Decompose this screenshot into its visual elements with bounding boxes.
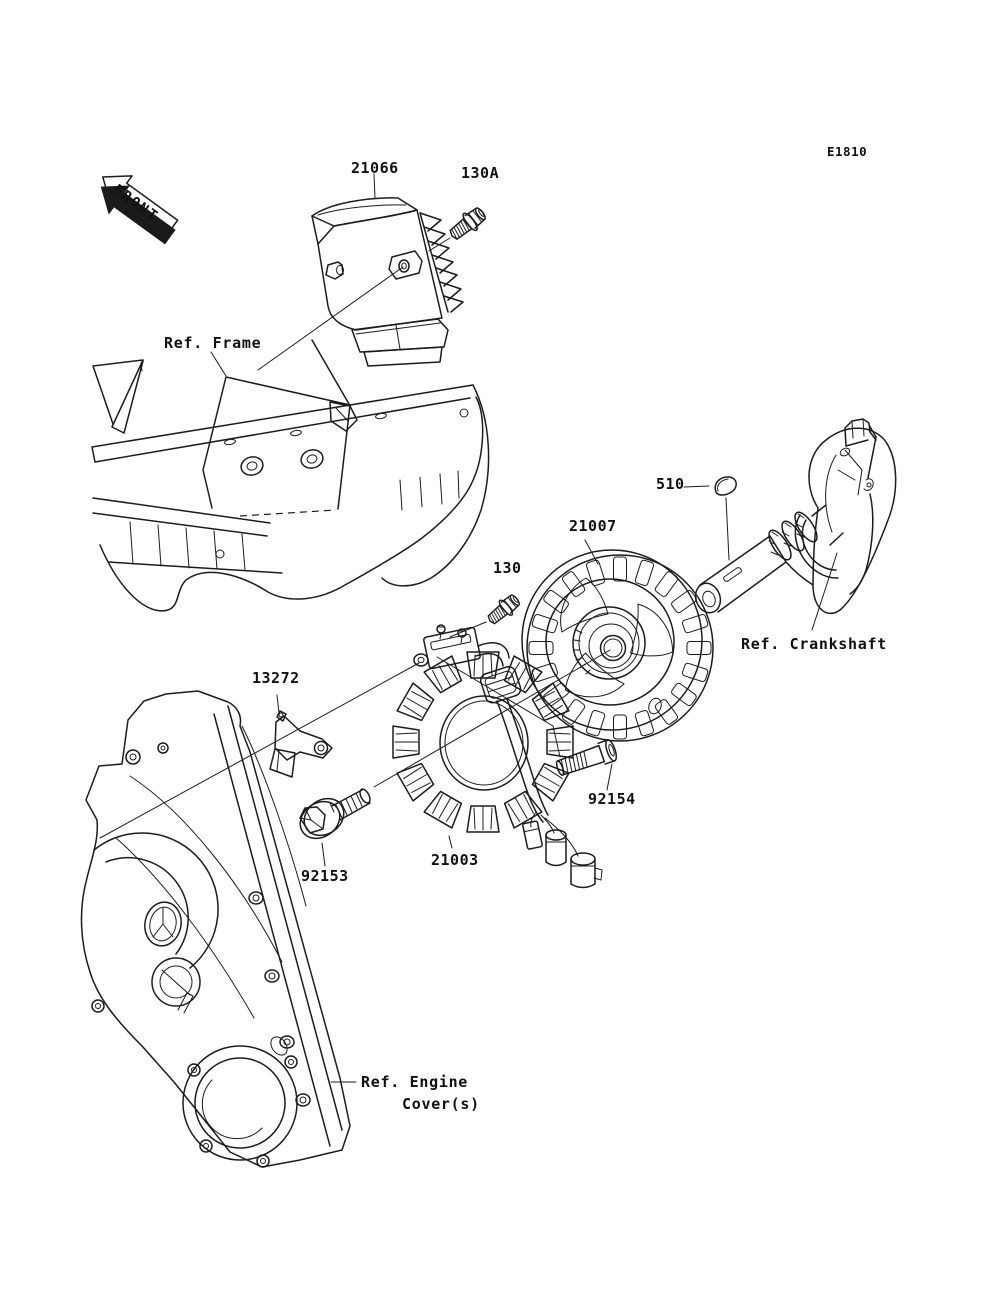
ref-label-engine-cover-line2: Cover(s) [402,1095,480,1113]
diagram-code: E1810 [827,144,868,159]
crankshaft-drawing [692,419,896,616]
bolt-130a-drawing [446,204,490,244]
ref-label-engine-cover-line1: Ref. Engine [361,1073,469,1091]
front-direction-arrow [87,162,186,251]
bracket-13272-drawing [270,711,332,777]
bolt-92154-drawing [554,739,618,779]
engine-cover-drawing [81,691,350,1167]
bolt-130-drawing [484,591,523,628]
part-label-92153: 92153 [301,867,349,885]
part-label-21003: 21003 [431,851,479,869]
part-label-130: 130 [493,559,522,577]
part-label-21066: 21066 [351,159,399,177]
ref-label-frame: Ref. Frame [164,334,262,352]
bolt-92153-drawing [293,788,372,846]
part-label-130a: 130A [461,164,500,182]
woodruff-key-drawing [715,477,736,495]
part-label-13272: 13272 [252,669,300,687]
part-label-21007: 21007 [569,517,617,535]
frame-drawing [92,340,489,611]
regulator-drawing [312,198,463,366]
part-label-510: 510 [656,475,685,493]
ref-label-crankshaft: Ref. Crankshaft [741,635,887,653]
part-label-92154: 92154 [588,790,636,808]
front-arrow-label: FRONT [109,181,162,226]
